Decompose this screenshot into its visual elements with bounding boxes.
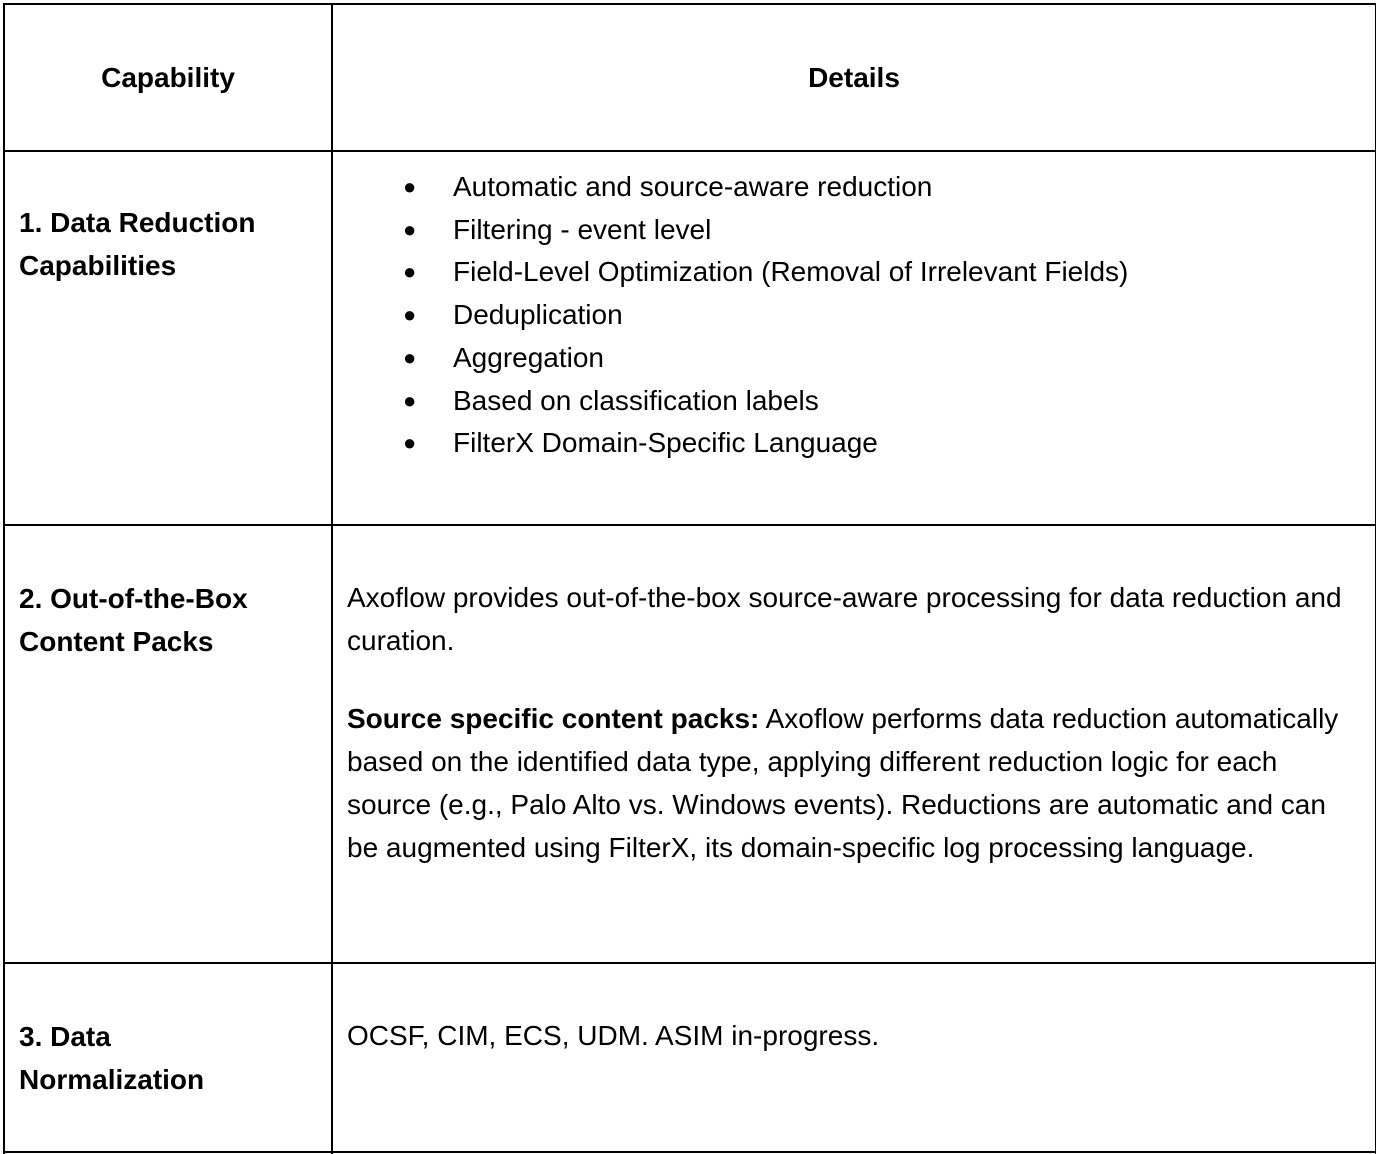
list-item-text: FilterX Domain-Specific Language xyxy=(453,427,878,459)
details-paragraph: OCSF, CIM, ECS, UDM. ASIM in-progress. xyxy=(347,1020,880,1051)
content-packs-text: Axoflow performs data reduction automatically based on the identified data type, applying different reduction logic for each source (e.g., Palo Alto vs. Windows events). Reductions are automatic and can be augmented using FilterX, its domain-specific log processing language. xyxy=(347,703,1339,863)
details-cell xyxy=(332,525,1376,963)
content-packs-heading: Source specific content packs: xyxy=(347,703,760,735)
capability-cell xyxy=(4,963,332,1152)
list-item-text: Field-Level Optimization (Removal of Irrelevant Fields) xyxy=(453,256,1129,288)
capability-label-line2: Content Packs xyxy=(19,626,214,657)
header-capability: Capability xyxy=(4,4,332,151)
details-paragraph xyxy=(347,698,1361,869)
header-row xyxy=(4,4,1376,151)
list-item-text: Automatic and source-aware reduction xyxy=(453,171,933,202)
capability-label-line1: 2. Out-of-the-Box xyxy=(19,583,248,614)
table-row xyxy=(4,151,1376,525)
capability-cell xyxy=(4,151,332,525)
list-item-text: Aggregation xyxy=(453,341,605,373)
list-item-text: Based on classification labels xyxy=(453,384,819,416)
details-cell xyxy=(332,151,1376,525)
list-item xyxy=(403,422,1361,465)
details-cell xyxy=(332,963,1376,1152)
list-item-text: Filtering - event level xyxy=(453,213,712,245)
capability-label-line2: Normalization xyxy=(19,1064,205,1095)
bullet-icon: ● xyxy=(403,174,417,199)
list-item-text: Deduplication xyxy=(453,299,623,331)
table-row xyxy=(4,963,1376,1152)
details-paragraph: Axoflow provides out-of-the-box source-aware processing for data reduction and curation. xyxy=(347,582,1342,656)
list-item xyxy=(403,337,1361,380)
capability-label-line1: 1. Data Reduction xyxy=(19,207,256,238)
capabilities-table xyxy=(3,3,1376,1154)
bullet-list xyxy=(347,152,1361,465)
bullet-icon: ● xyxy=(403,302,417,328)
capability-cell xyxy=(4,525,332,963)
header-details: Details xyxy=(332,4,1376,151)
list-item xyxy=(403,251,1361,294)
bullet-icon: ● xyxy=(403,387,417,413)
table-row xyxy=(4,525,1376,963)
bullet-icon: ● xyxy=(403,216,417,242)
capability-label-line2: Capabilities xyxy=(19,250,177,281)
list-item xyxy=(403,294,1361,337)
list-item xyxy=(403,209,1361,252)
bullet-icon: ● xyxy=(403,344,417,370)
bullet-icon: ● xyxy=(403,259,417,285)
list-item xyxy=(403,166,1361,209)
capability-label-line1: 3. Data xyxy=(19,1021,111,1052)
bullet-icon: ● xyxy=(403,430,417,456)
list-item xyxy=(403,380,1361,423)
